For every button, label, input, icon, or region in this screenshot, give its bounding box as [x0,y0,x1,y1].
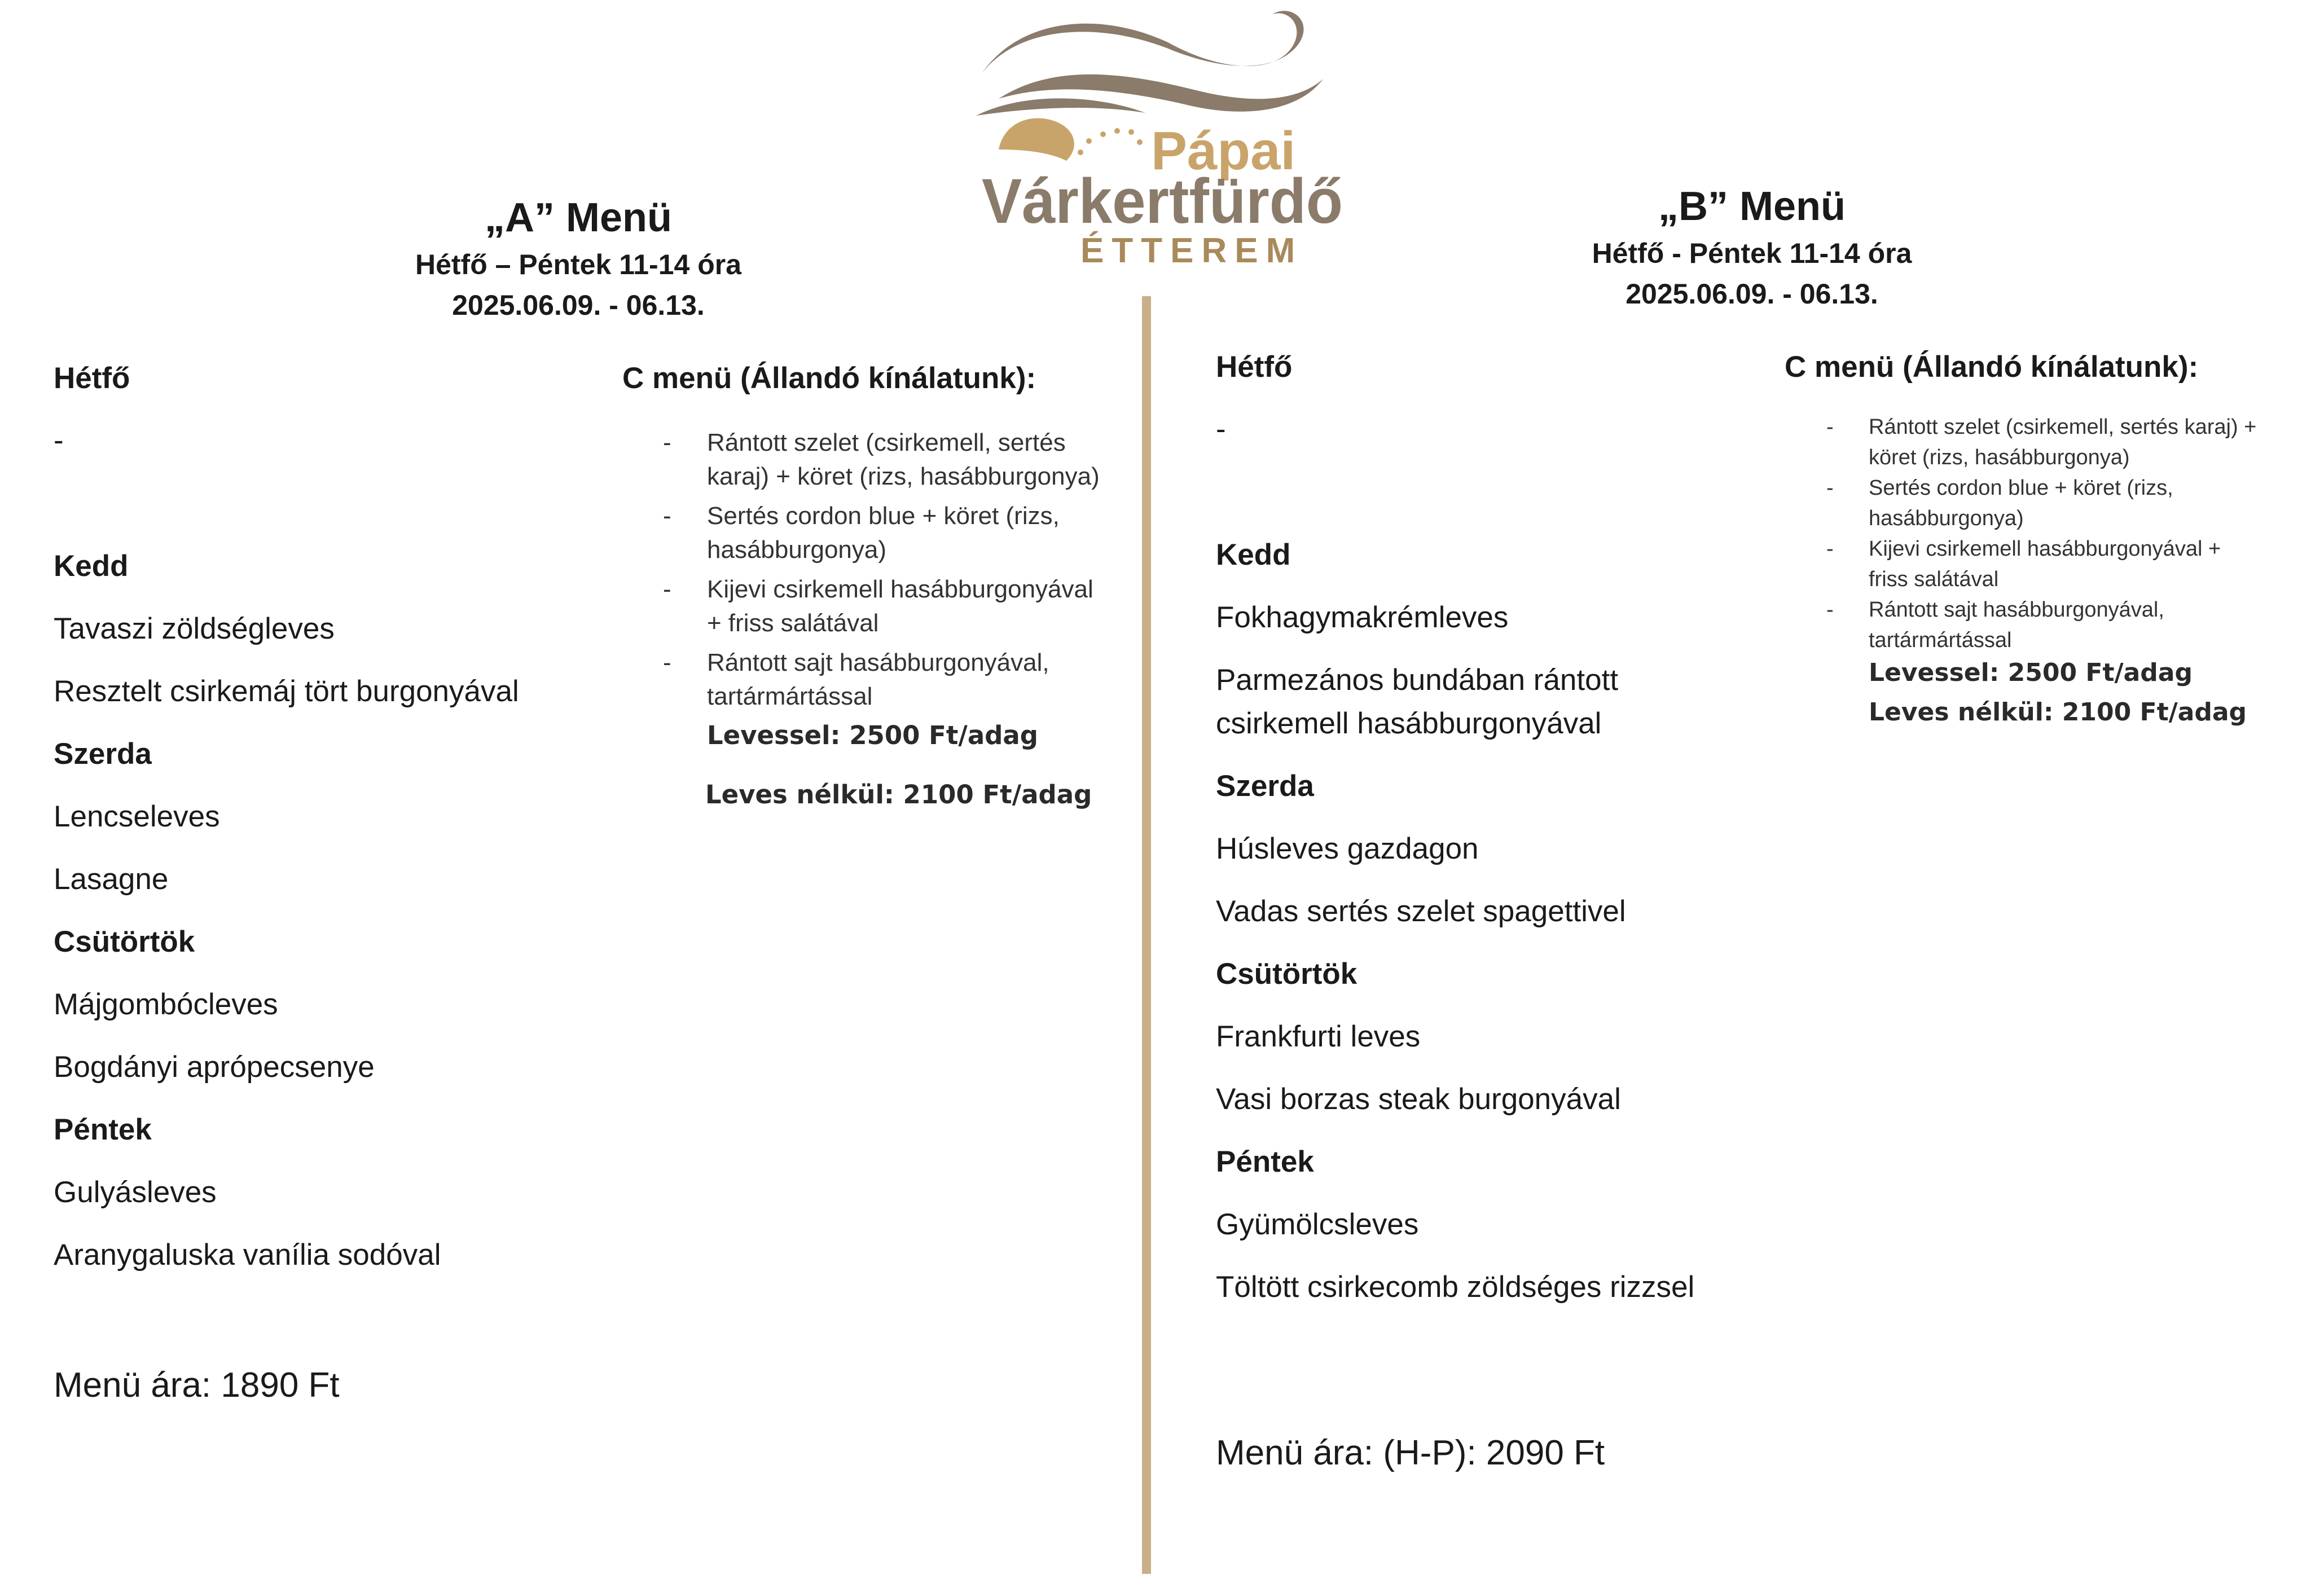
logo-text-line3: ÉTTEREM [1080,231,1303,270]
c-menu-item: - Sertés cordon blue + köret (rizs, hasábburgonya) [663,502,1060,564]
dish-item: Vasi borzas steak burgonyával [1216,1083,1621,1116]
dish-item: Töltött csirkecomb zöldséges rizzsel [1216,1270,1695,1304]
c-menu-item: - Rántott sajt hasábburgonyával, tartármártással [663,649,1049,710]
dish-item: Aranygaluska vanília sodóval [54,1238,441,1272]
c-menu-item: - Rántott szelet (csirkemell, sertés karaj) + köret (rizs, hasábburgonya) [663,429,1100,490]
dish-item: Bogdányi aprópecsenye [54,1050,375,1084]
dish-item: Húsleves gazdagon [1216,832,1479,865]
c-menu-item: - Rántott szelet (csirkemell, sertés karaj) + köret (rizs, hasábburgonya) [1826,415,2257,469]
day-heading: Kedd [1216,538,1291,571]
dish-item: - [54,424,64,457]
menu-a-schedule: Hétfő – Péntek 11-14 óra [415,249,742,280]
day-heading: Péntek [54,1113,152,1146]
day-heading: Csütörtök [54,925,195,958]
dish-item: csirkemell hasábburgonyával [1216,707,1602,740]
c-menu-a-with-soup: Levessel: 2500 Ft/adag [707,720,1038,750]
day-heading: Kedd [54,549,129,583]
dish-item: Frankfurti leves [1216,1020,1421,1053]
dish-item: Lencseleves [54,800,220,833]
menu-a-title: „A” Menü [485,195,672,240]
menu-b-title: „B” Menü [1658,184,1846,229]
c-menu-a-without-soup: Leves nélkül: 2100 Ft/adag [705,780,1092,810]
c-menu-b-without-soup: Leves nélkül: 2100 Ft/adag [1869,698,2247,727]
c-menu-item: - Rántott sajt hasábburgonyával, tartármártással [1826,598,2164,652]
menu-b-schedule: Hétfő - Péntek 11-14 óra [1592,237,1912,269]
dish-item: Resztelt csirkemáj tört burgonyával [54,675,519,708]
c-menu-item: - Kijevi csirkemell hasábburgonyával + friss salátával [663,575,1093,637]
dish-item: Tavaszi zöldségleves [54,612,335,645]
dish-item: Májgombócleves [54,988,278,1021]
menu-a-price: Menü ára: 1890 Ft [54,1366,340,1405]
dish-item: Parmezános bundában rántott [1216,663,1619,697]
dish-item: - [1216,412,1226,446]
day-heading: Hétfő [1216,350,1293,384]
day-heading: Szerda [54,737,152,771]
dish-item: Gulyásleves [54,1176,217,1209]
c-menu-b-title: C menü (Állandó kínálatunk): [1785,350,2199,384]
day-heading: Szerda [1216,769,1314,803]
restaurant-logo [959,0,1377,271]
c-menu-b-with-soup: Levessel: 2500 Ft/adag [1869,658,2193,687]
dish-item: Vadas sertés szelet spagettivel [1216,895,1626,928]
logo-text-line2: Várkertfürdő [982,166,1343,236]
logo-text-line1: Pápai [1151,121,1296,181]
c-menu-a-list [663,426,1126,714]
c-menu-item: - Kijevi csirkemell hasábburgonyával + friss salátával [1826,537,2221,591]
dish-item: Gyümölcsleves [1216,1208,1419,1241]
c-menu-a-title: C menü (Állandó kínálatunk): [622,362,1036,395]
day-heading: Hétfő [54,362,130,395]
day-heading: Péntek [1216,1145,1314,1178]
menu-b-dates: 2025.06.09. - 06.13. [1626,278,1878,310]
menu-b-price: Menü ára: (H-P): 2090 Ft [1216,1433,1605,1472]
c-menu-b-list [1826,412,2317,656]
menu-a-dates: 2025.06.09. - 06.13. [452,289,705,321]
dish-item: Lasagne [54,863,169,896]
dish-item: Fokhagymakrémleves [1216,601,1509,634]
c-menu-item: - Sertés cordon blue + köret (rizs, hasábburgonya) [1826,476,2173,530]
day-heading: Csütörtök [1216,957,1358,991]
center-divider [1142,296,1151,1574]
